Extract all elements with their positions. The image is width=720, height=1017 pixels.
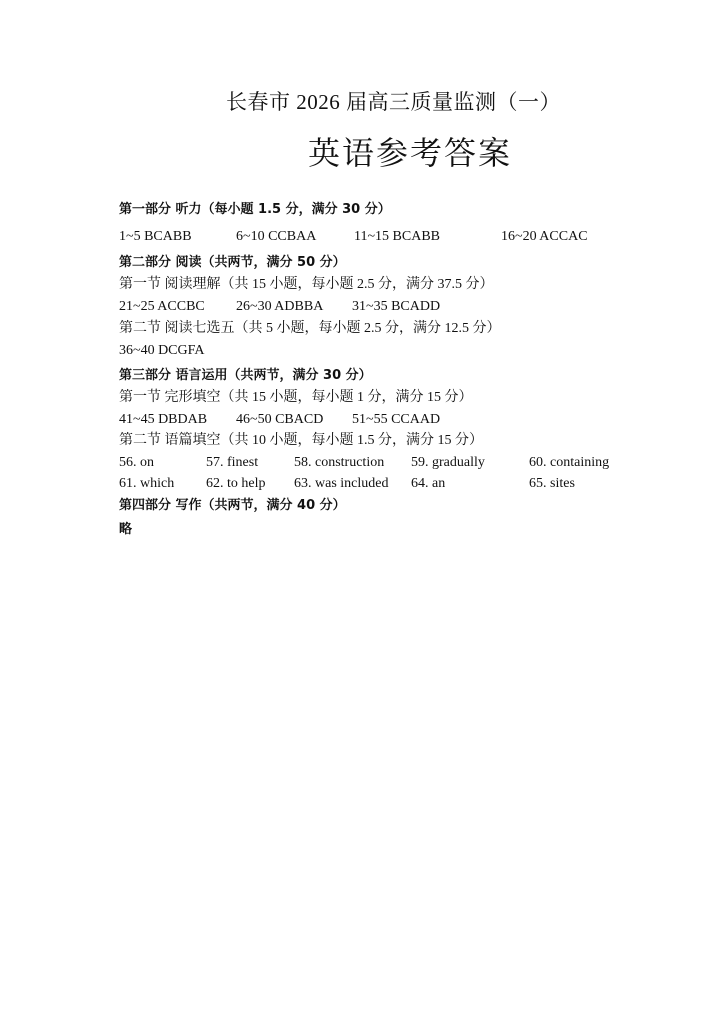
fill-answer: 63. was included <box>294 476 389 491</box>
answer-group: 21~25 ACCBC <box>119 299 205 314</box>
part2-section2-heading: 第二节 阅读七选五（共 5 小题，每小题 2.5 分，满分 12.5 分） <box>119 321 501 336</box>
answer-group: 1~5 BCABB <box>119 229 192 244</box>
part2-heading: 第二部分 阅读（共两节，满分 50 分） <box>119 255 346 270</box>
fill-answer: 59. gradually <box>411 455 485 470</box>
fill-answer: 62. to help <box>206 476 266 491</box>
fill-answer: 60. containing <box>529 455 610 470</box>
fill-answer: 56. on <box>119 455 154 470</box>
fill-answer: 61. which <box>119 476 175 491</box>
part3-section2-heading: 第二节 语篇填空（共 10 小题，每小题 1.5 分，满分 15 分） <box>119 433 483 448</box>
part4-heading: 第四部分 写作（共两节，满分 40 分） <box>119 498 346 513</box>
answer-group: 51~55 CCAAD <box>352 412 441 427</box>
answer-group: 16~20 ACCAC <box>501 229 588 244</box>
part3-section1-heading: 第一节 完形填空（共 15 小题，每小题 1 分，满分 15 分） <box>119 390 473 405</box>
answer-group: 31~35 BCADD <box>352 299 441 314</box>
part3-heading: 第三部分 语言运用（共两节，满分 30 分） <box>119 368 372 383</box>
fill-answer: 64. an <box>411 476 446 491</box>
answer-group: 26~30 ADBBA <box>236 299 324 314</box>
answer-group: 11~15 BCABB <box>354 229 441 244</box>
answer-group: 36~40 DCGFA <box>119 343 205 358</box>
answer-group: 46~50 CBACD <box>236 412 324 427</box>
part1-heading: 第一部分 听力（每小题 1.5 分，满分 30 分） <box>119 202 391 217</box>
document-title: 英语参考答案 <box>308 134 513 172</box>
answer-group: 6~10 CCBAA <box>236 229 317 244</box>
part4-body: 略 <box>119 522 133 537</box>
fill-answer: 57. finest <box>206 455 259 470</box>
fill-answer: 65. sites <box>529 476 575 491</box>
fill-answer: 58. construction <box>294 455 385 470</box>
answer-group: 41~45 DBDAB <box>119 412 208 427</box>
part2-section1-heading: 第一节 阅读理解（共 15 小题，每小题 2.5 分，满分 37.5 分） <box>119 277 494 292</box>
exam-title: 长春市 2026 届高三质量监测（一） <box>226 90 561 114</box>
